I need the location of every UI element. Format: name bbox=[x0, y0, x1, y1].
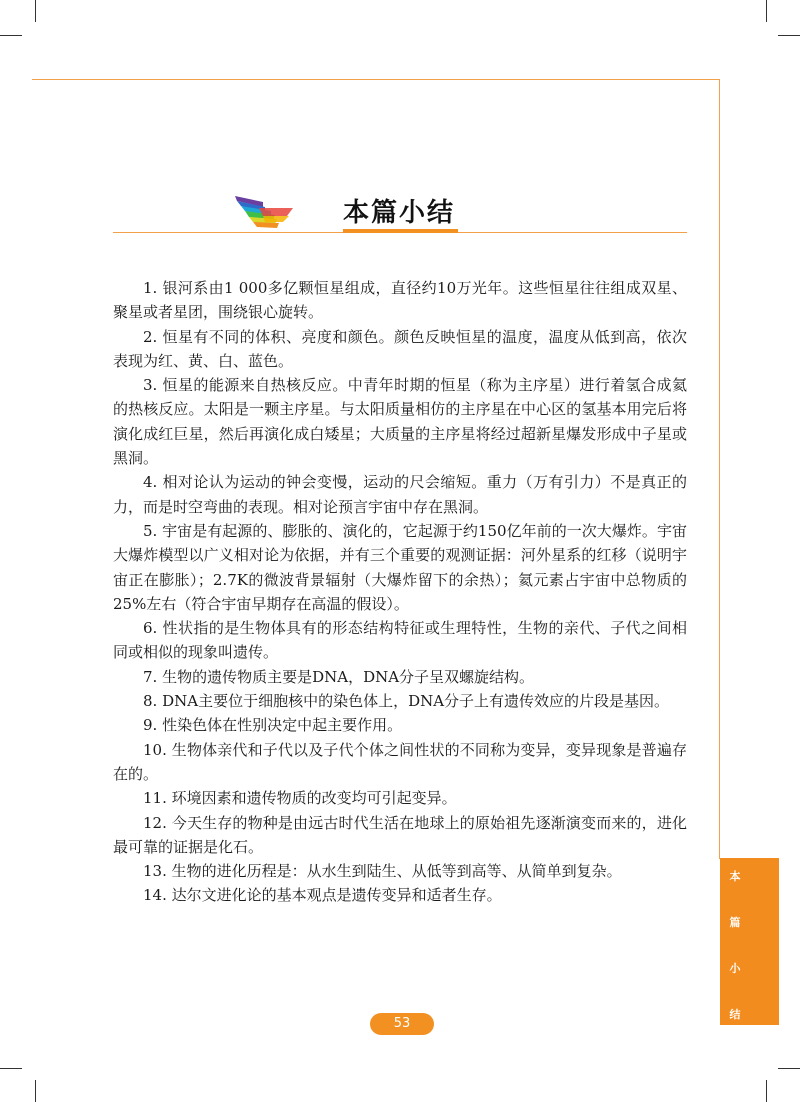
summary-item: 10. 生物体亲代和子代以及子代个体之间性状的不同称为变异，变异现象是普遍存在的。 bbox=[113, 740, 687, 783]
side-section-tab bbox=[720, 858, 779, 1025]
summary-item: 6. 性状指的是生物体具有的形态结构特征或生理特性，生物的亲代、子代之间相同或相似的现象叫遗传。 bbox=[113, 619, 687, 662]
summary-item: 1. 银河系由1 000多亿颗恒星组成，直径约10万光年。这些恒星往往组成双星、聚星或者星团，围绕银心旋转。 bbox=[113, 279, 687, 322]
summary-item: 13. 生物的进化历程是：从水生到陆生、从低等到高等、从简单到复杂。 bbox=[143, 862, 622, 881]
crop-mark bbox=[35, 0, 36, 22]
side-tab-char: 结 bbox=[729, 1008, 741, 1021]
title-underline bbox=[343, 229, 458, 233]
crop-mark bbox=[35, 1080, 36, 1102]
crop-mark bbox=[766, 1080, 767, 1102]
summary-item: 9. 性染色体在性别决定中起主要作用。 bbox=[143, 716, 403, 735]
page-number: 53 bbox=[370, 1013, 434, 1035]
summary-list bbox=[113, 276, 687, 908]
summary-item: 5. 宇宙是有起源的、膨胀的、演化的，它起源于约150亿年前的一次大爆炸。宇宙大爆炸模型以广义相对论为依据，并有三个重要的观测证据：河外星系的红移（说明宇宙正在膨胀）；2.7K的微波背景辐射（大爆炸留下的余热）；氦元素占宇宙中总物质的25%左右（符合宇宙早期存在高温的假设）。 bbox=[113, 521, 687, 613]
rainbow-logo-icon bbox=[233, 190, 303, 234]
summary-item: 14. 达尔文进化论的基本观点是遗传变异和适者生存。 bbox=[143, 886, 502, 905]
crop-mark bbox=[0, 1068, 22, 1069]
crop-mark bbox=[778, 35, 800, 36]
page-title: 本篇小结 bbox=[343, 198, 456, 228]
side-tab-char: 小 bbox=[729, 962, 741, 975]
section-header bbox=[113, 188, 687, 238]
summary-item: 8. DNA主要位于细胞核中的染色体上，DNA分子上有遗传效应的片段是基因。 bbox=[143, 692, 670, 711]
summary-item: 2. 恒星有不同的体积、亮度和颜色。颜色反映恒星的温度，温度从低到高，依次表现为红、黄、白、蓝色。 bbox=[113, 327, 687, 370]
summary-item: 11. 环境因素和遗传物质的改变均可引起变异。 bbox=[143, 789, 457, 808]
summary-item: 4. 相对论认为运动的钟会变慢，运动的尺会缩短。重力（万有引力）不是真正的力，而是时空弯曲的表现。相对论预言宇宙中存在黑洞。 bbox=[113, 473, 687, 516]
crop-mark bbox=[0, 35, 22, 36]
summary-item: 12. 今天生存的物种是由远古时代生活在地球上的原始祖先逐渐演变而来的，进化最可靠的证据是化石。 bbox=[113, 813, 687, 856]
side-tab-char: 本 bbox=[729, 870, 741, 883]
crop-mark bbox=[778, 1068, 800, 1069]
page-frame-right bbox=[719, 79, 720, 859]
summary-item: 7. 生物的遗传物质主要是DNA，DNA分子呈双螺旋结构。 bbox=[143, 667, 535, 686]
side-tab-char: 篇 bbox=[729, 916, 741, 929]
page-frame-top bbox=[32, 79, 720, 80]
summary-item: 3. 恒星的能源来自热核反应。中青年时期的恒星（称为主序星）进行着氢合成氦的热核反应。太阳是一颗主序星。与太阳质量相仿的主序星在中心区的氢基本用完后将演化成红巨星，然后再演化成白矮星；大质量的主序星将经过超新星爆发形成中子星或黑洞。 bbox=[113, 376, 687, 468]
crop-mark bbox=[766, 0, 767, 22]
